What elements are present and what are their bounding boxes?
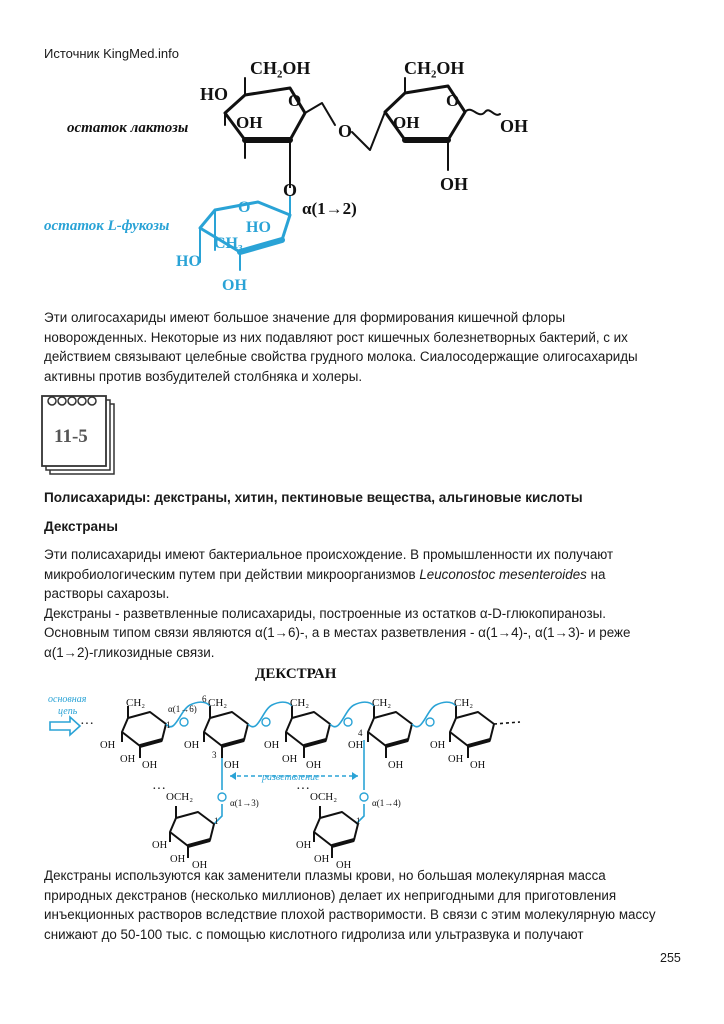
text-line: новорожденных. Некоторые из них подавляют рост кишечных болезнетворных бактерий, с их	[44, 329, 628, 345]
oh-label: OH	[430, 740, 446, 751]
notebook-label: 11-5	[54, 426, 88, 447]
oh-label: OH	[296, 840, 312, 851]
subsection-title: Декстраны	[44, 519, 118, 534]
position-1: 1	[214, 816, 219, 826]
oh-label: OH	[282, 754, 298, 765]
oh-label: OH	[336, 860, 352, 871]
ch2-label: CH₂	[290, 697, 310, 709]
fucose-ho-left: HO	[176, 253, 201, 270]
text-span: на	[586, 566, 606, 582]
text-line: Декстраны используются как заменители плазмы крови, но большая молекулярная масса	[44, 868, 606, 883]
source-header: Источник KingMed.info	[44, 46, 179, 61]
fucose-link-oxygen: O	[283, 180, 298, 200]
ho-left: HO	[200, 84, 229, 104]
text-line: α(1→2)-гликозидные связи.	[44, 644, 215, 660]
notebook-icon	[40, 392, 120, 478]
fucose-ho-ring: HO	[246, 219, 271, 236]
ch2-label: CH₂	[454, 697, 474, 709]
oh-label: OH	[314, 854, 330, 865]
main-chain-label-1: основная	[48, 694, 87, 705]
branch-ellipsis: ···	[152, 782, 166, 797]
text-line	[44, 565, 684, 585]
dextran-structure	[0, 660, 724, 871]
text-line: Эти олигосахариды имеют большое значение для формирования кишечной флоры	[44, 310, 566, 325]
direction-arrow-icon	[50, 717, 80, 735]
paragraph-dextrans	[44, 545, 684, 663]
fucose-oh-bottom: OH	[222, 277, 247, 294]
fucose-ch3: CH₃	[214, 235, 243, 252]
oh-label: OH	[348, 740, 364, 751]
paragraph-plasma	[44, 866, 684, 944]
oh-label: OH	[142, 760, 158, 771]
linkage-alpha-1-4: α(1→4)	[372, 798, 401, 808]
oh-label: OH	[100, 740, 116, 751]
linkage-alpha-1-2: α(1→2)	[302, 199, 357, 218]
ch2-label: CH₂	[126, 697, 146, 709]
oh-label: OH	[448, 754, 464, 765]
paragraph-oligosaccharides	[44, 308, 684, 386]
dextran-title: ДЕКСТРАН	[255, 666, 337, 682]
main-chain-label-2: цепь	[58, 706, 78, 717]
text-line: Основным типом связи являются α(1→6)-, а в местах разветвления - α(1→4)-, α(1→3)- и реже	[44, 625, 631, 641]
oh-right-bottom: OH	[440, 174, 469, 194]
text-span: микробиологическим путем при действии микроорганизмов	[44, 566, 420, 582]
oh-label: OH	[120, 754, 136, 765]
text-line: природных декстранов (несколько миллионов) делает их непригодными для приготовления	[44, 887, 617, 903]
text-line: растворы сахарозы.	[44, 586, 170, 602]
oh-right-inner: OH	[393, 113, 420, 132]
oh-label: OH	[264, 740, 280, 751]
branch-ellipsis: ···	[296, 782, 310, 797]
position-1: 1	[356, 816, 361, 826]
position-6: 6	[202, 694, 207, 704]
ch2oh-right: CH₂OH	[404, 58, 465, 78]
ch2-label: CH₂	[208, 697, 228, 709]
fucose-ring-oxygen: O	[238, 199, 251, 216]
branch-label: разветвление	[262, 772, 320, 783]
oh-right-anomeric: OH	[500, 116, 529, 136]
text-line: Декстраны - разветвленные полисахариды, построенные из остатков α-D-глюкопиранозы.	[44, 605, 606, 621]
position-4: 4	[358, 728, 363, 738]
oh-label: OH	[470, 760, 486, 771]
oh-left-inner: OH	[236, 113, 263, 132]
och2-label: OCH₂	[166, 791, 194, 803]
text-line: активны против возбудителей столбняка и холеры.	[44, 368, 363, 384]
oh-label: OH	[388, 760, 404, 771]
glycosidic-oxygen: O	[338, 121, 353, 141]
text-line: снижают до 50-100 тыс. с помощью кислотного гидролиза или ультразвука и получают	[44, 926, 584, 942]
oh-label: OH	[224, 760, 240, 771]
label-lactose: остаток лактозы	[67, 120, 189, 136]
text-line: Эти полисахариды имеют бактериальное происхождение. В промышленности их получают	[44, 547, 614, 562]
oh-label: OH	[184, 740, 200, 751]
linkage-alpha-1-6: α(1→6)	[168, 704, 197, 714]
oh-label: OH	[170, 854, 186, 865]
oh-label: OH	[152, 840, 168, 851]
section-title: Полисахариды: декстраны, хитин, пектиновые вещества, альгиновые кислоты	[44, 490, 583, 505]
chain-ellipsis: ···	[80, 717, 94, 732]
och2-label: OCH₂	[310, 791, 338, 803]
text-line: инъекционных растворов вследствие плохой растворимости. В связи с этим молекулярную массу	[44, 907, 656, 923]
ch2oh-left: CH₂OH	[250, 58, 311, 78]
page-number: 255	[660, 951, 681, 965]
organism-name: Leuconostoc mesenteroides	[419, 566, 587, 582]
lactose-fucose-structure	[0, 50, 724, 300]
position-1: 1	[166, 720, 171, 730]
ring-oxygen-left: O	[288, 91, 302, 110]
position-3: 3	[212, 750, 217, 760]
ring-oxygen-right: O	[446, 91, 460, 110]
oh-label: OH	[306, 760, 322, 771]
text-line: действием связывают целебные свойства грудного молока. Сиалосодержащие олигосахариды	[44, 349, 638, 365]
linkage-alpha-1-3: α(1→3)	[230, 798, 259, 808]
oh-label: OH	[192, 860, 208, 871]
label-fucose: остаток L-фукозы	[44, 218, 170, 234]
ch2-label: CH₂	[372, 697, 392, 709]
